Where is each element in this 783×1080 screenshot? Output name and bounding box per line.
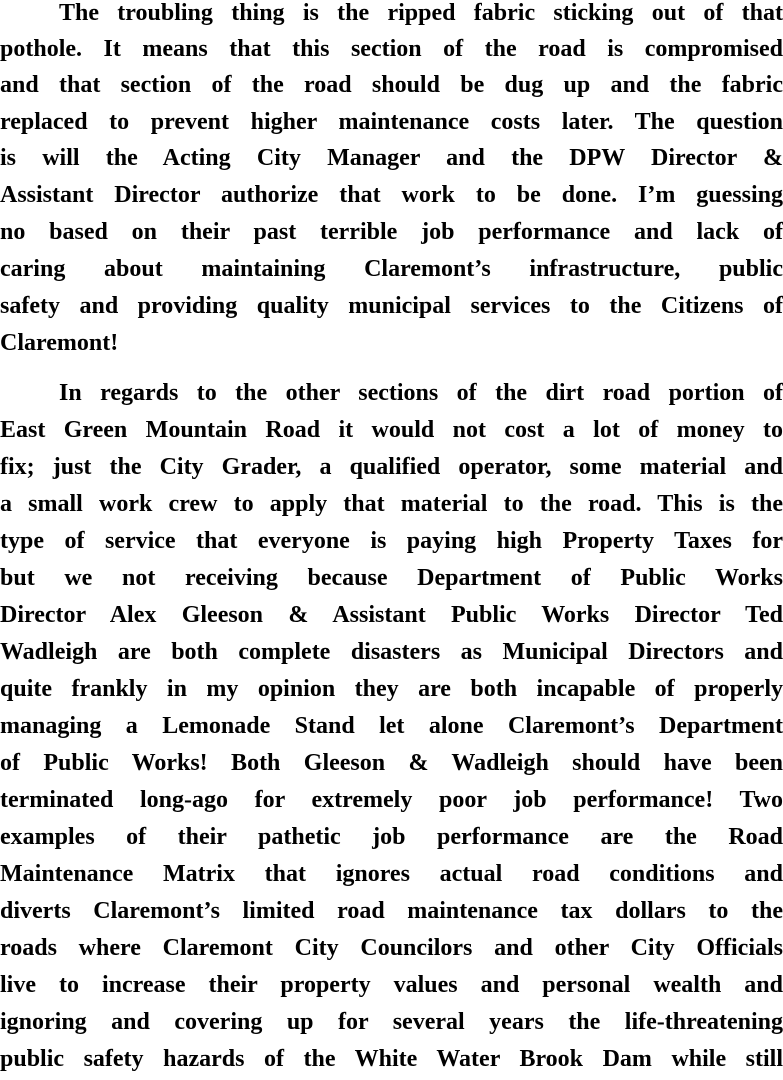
paragraph-1-line-9: safety and providing quality municipal services to the Citizens of	[0, 293, 783, 319]
paragraph-2-line-3: fix; just the City Grader, a qualified operator, some material and	[0, 454, 783, 480]
paragraph-2-line-1: In regards to the other sections of the dirt road portion of	[59, 380, 783, 406]
paragraph-1-line-10: Claremont!	[0, 330, 119, 356]
paragraph-1-line-1: The troubling thing is the ripped fabric sticking out of that	[59, 0, 783, 26]
paragraph-2-line-19: public safety hazards of the White Water Brook Dam while still	[0, 1046, 783, 1072]
paragraph-1-line-6: Assistant Director authorize that work to be done. I’m guessing	[0, 182, 783, 208]
paragraph-1-line-4: replaced to prevent higher maintenance costs later. The question	[0, 109, 783, 135]
paragraph-2-line-10: managing a Lemonade Stand let alone Claremont’s Department	[0, 713, 783, 739]
paragraph-2-line-5: type of service that everyone is paying high Property Taxes for	[0, 528, 783, 554]
paragraph-2-line-14: Maintenance Matrix that ignores actual road conditions and	[0, 861, 783, 887]
paragraph-2-line-17: live to increase their property values and personal wealth and	[0, 972, 783, 998]
paragraph-2-line-9: quite frankly in my opinion they are both incapable of properly	[0, 676, 783, 702]
paragraph-2-line-11: of Public Works! Both Gleeson & Wadleigh should have been	[0, 750, 783, 776]
paragraph-2-line-18: ignoring and covering up for several years the life-threatening	[0, 1009, 783, 1035]
paragraph-1-line-8: caring about maintaining Claremont’s infrastructure, public	[0, 256, 783, 282]
paragraph-1-line-7: no based on their past terrible job performance and lack of	[0, 219, 783, 245]
paragraph-2-line-15: diverts Claremont’s limited road maintenance tax dollars to the	[0, 898, 783, 924]
paragraph-2-line-7: Director Alex Gleeson & Assistant Public Works Director Ted	[0, 602, 783, 628]
paragraph-2-line-4: a small work crew to apply that material to the road. This is the	[0, 491, 783, 517]
paragraph-1-line-5: is will the Acting City Manager and the DPW Director &	[0, 145, 783, 171]
paragraph-2-line-6: but we not receiving because Department of Public Works	[0, 565, 783, 591]
paragraph-2-line-2: East Green Mountain Road it would not cost a lot of money to	[0, 417, 783, 443]
paragraph-2-line-16: roads where Claremont City Councilors and other City Officials	[0, 935, 783, 961]
paragraph-1-line-2: pothole. It means that this section of the road is compromised	[0, 36, 783, 62]
paragraph-2-line-8: Wadleigh are both complete disasters as Municipal Directors and	[0, 639, 783, 665]
paragraph-2-line-13: examples of their pathetic job performance are the Road	[0, 824, 783, 850]
paragraph-2-line-12: terminated long-ago for extremely poor job performance! Two	[0, 787, 783, 813]
paragraph-1-line-3: and that section of the road should be dug up and the fabric	[0, 72, 783, 98]
